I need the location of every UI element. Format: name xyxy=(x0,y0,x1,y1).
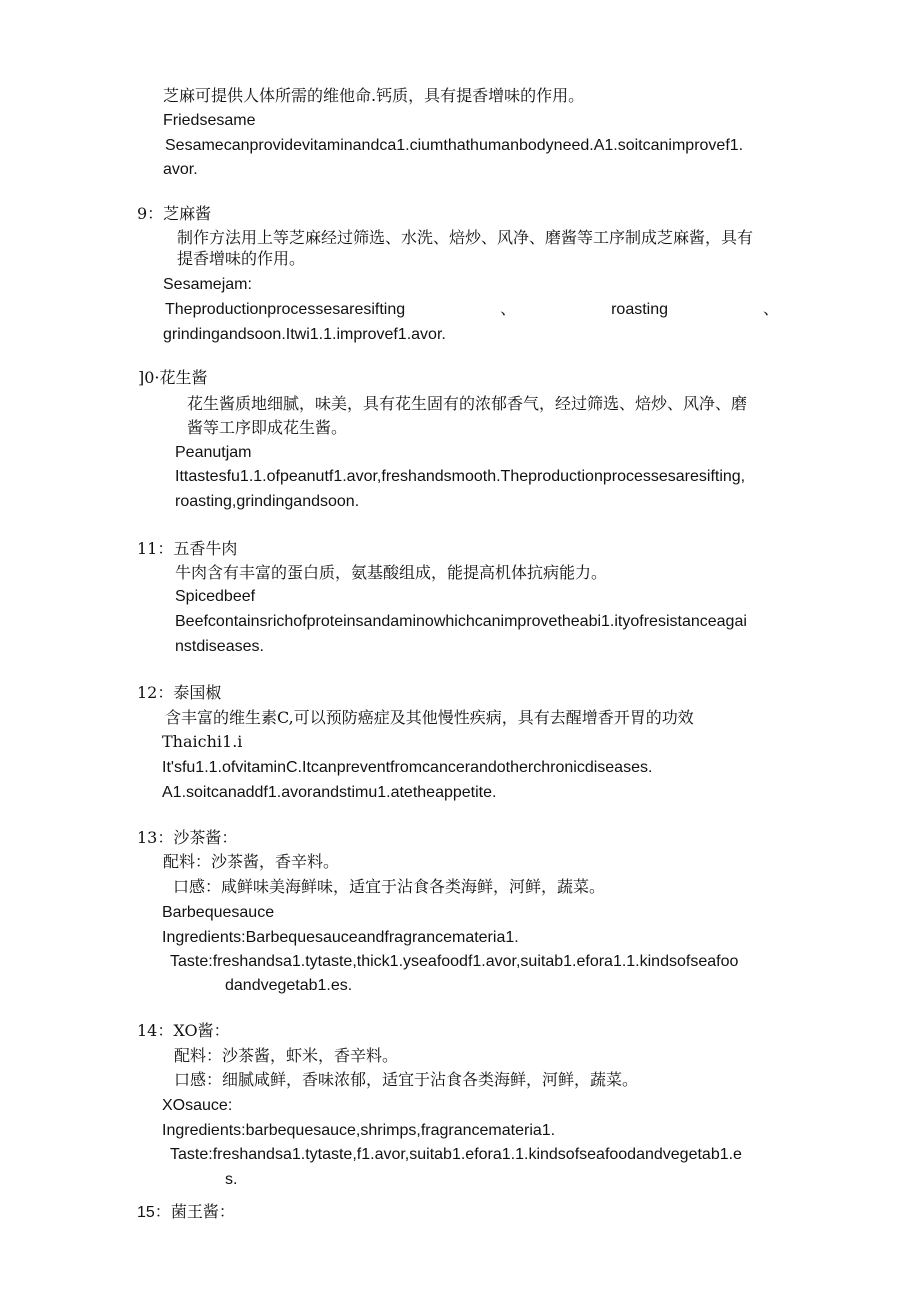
s9-en-line-1 xyxy=(165,300,779,320)
s15-heading-number: 15： xyxy=(137,1204,171,1221)
s14-cn-line-1: 配料：沙茶酱，虾米，香辛料。 xyxy=(174,1046,399,1065)
s15-heading-text: 菌王酱： xyxy=(170,1202,235,1221)
s9-en-segment-1: Theproductionprocessesaresifting xyxy=(165,301,406,318)
s10-heading: ]0·花生酱 xyxy=(138,368,208,387)
s14-cn-line-2: 口感：细腻咸鲜，香味浓郁，适宜于沾食各类海鲜，河鲜，蔬菜。 xyxy=(174,1070,639,1089)
s9-cn-line-1: 制作方法用上等芝麻经过筛选、水洗、焙炒、风净、磨酱等工序制成芝麻酱，具有 xyxy=(177,228,754,247)
s8-en-line-2: avor. xyxy=(163,161,198,178)
s12-en-line-1: It'sfu1.1.ofvitaminC.Itcanpreventfromcancerandotherchronicdiseases. xyxy=(162,759,653,776)
s9-en-title: Sesamejam: xyxy=(163,276,252,293)
s10-en-line-1: Ittastesfu1.1.ofpeanutf1.avor,freshandsmooth.Theproductionprocessesaresifting, xyxy=(175,468,746,485)
s8-en-line-1: Sesamecanprovidevitaminandca1.ciumthathumanbodyneed.A1.soitcanimprovef1. xyxy=(165,137,744,154)
s14-heading: 14：XO酱： xyxy=(137,1021,230,1040)
s13-en-line-2: Taste:freshandsa1.tytaste,thick1.yseafoodf1.avor,suitab1.efora1.1.kindsofseafoo xyxy=(170,953,739,970)
s14-en-line-3: s. xyxy=(225,1171,238,1188)
s9-cn-line-2: 提香增味的作用。 xyxy=(177,249,306,268)
s13-en-line-1: Ingredients:Barbequesauceandfragrancemateria1. xyxy=(162,929,519,946)
s10-cn-line-2: 酱等工序即成花生酱。 xyxy=(187,418,348,437)
s14-en-line-1: Ingredients:barbequesauce,shrimps,fragrancemateria1. xyxy=(162,1122,556,1139)
s13-cn-line-1: 配料：沙茶酱，香辛料。 xyxy=(163,852,340,871)
s11-en-title: Spicedbeef xyxy=(175,588,256,605)
s14-en-line-2: Taste:freshandsa1.tytaste,f1.avor,suitab1.efora1.1.kindsofseafoodandvegetab1.e xyxy=(170,1146,742,1163)
s10-en-line-2: roasting,grindingandsoon. xyxy=(175,493,360,510)
s9-en-segment-2: roasting xyxy=(611,301,669,318)
s11-heading: 11：五香牛肉 xyxy=(137,539,238,558)
s9-heading: 9：芝麻酱 xyxy=(137,204,212,223)
s12-heading: 12：泰国椒 xyxy=(137,683,222,702)
s11-en-line-2: nstdiseases. xyxy=(175,638,264,655)
s14-en-title: XOsauce: xyxy=(162,1097,233,1114)
s11-en-line-1: Beefcontainsrichofproteinsandaminowhichcanimprovetheabi1.ityofresistanceagai xyxy=(175,613,747,630)
s12-cn-line-1: 含丰富的维生素C,可以预防癌症及其他慢性疾病，具有去醒增香开胃的功效 xyxy=(165,708,694,727)
s13-heading: 13：沙茶酱： xyxy=(137,828,238,847)
s13-cn-line-2: 口感：咸鲜味美海鲜味，适宜于沾食各类海鲜，河鲜，蔬菜。 xyxy=(173,877,606,896)
s13-en-title: Barbequesauce xyxy=(162,904,275,921)
s12-en-title: Thaichi1.i xyxy=(162,732,243,751)
s8-en-title: Friedsesame xyxy=(163,112,256,129)
s9-en-line-2: grindingandsoon.Itwi1.1.improvef1.avor. xyxy=(163,326,446,343)
s11-cn-line-1: 牛肉含有丰富的蛋白质，氨基酸组成，能提高机体抗病能力。 xyxy=(175,563,608,582)
s8-cn-text: 芝麻可提供人体所需的维他命.钙质，具有提香增味的作用。 xyxy=(163,86,585,105)
s13-en-line-3: dandvegetab1.es. xyxy=(225,977,353,994)
s10-cn-line-1: 花生酱质地细腻，味美，具有花生固有的浓郁香气，经过筛选、焙炒、风净、磨 xyxy=(187,394,748,413)
s12-en-line-2: A1.soitcanaddf1.avorandstimu1.atetheappetite. xyxy=(162,784,497,801)
s15-heading xyxy=(137,1202,235,1223)
s9-en-separator-2: 、 xyxy=(762,301,779,318)
s10-en-title: Peanutjam xyxy=(175,444,252,461)
s9-en-separator-1: 、 xyxy=(500,301,517,318)
